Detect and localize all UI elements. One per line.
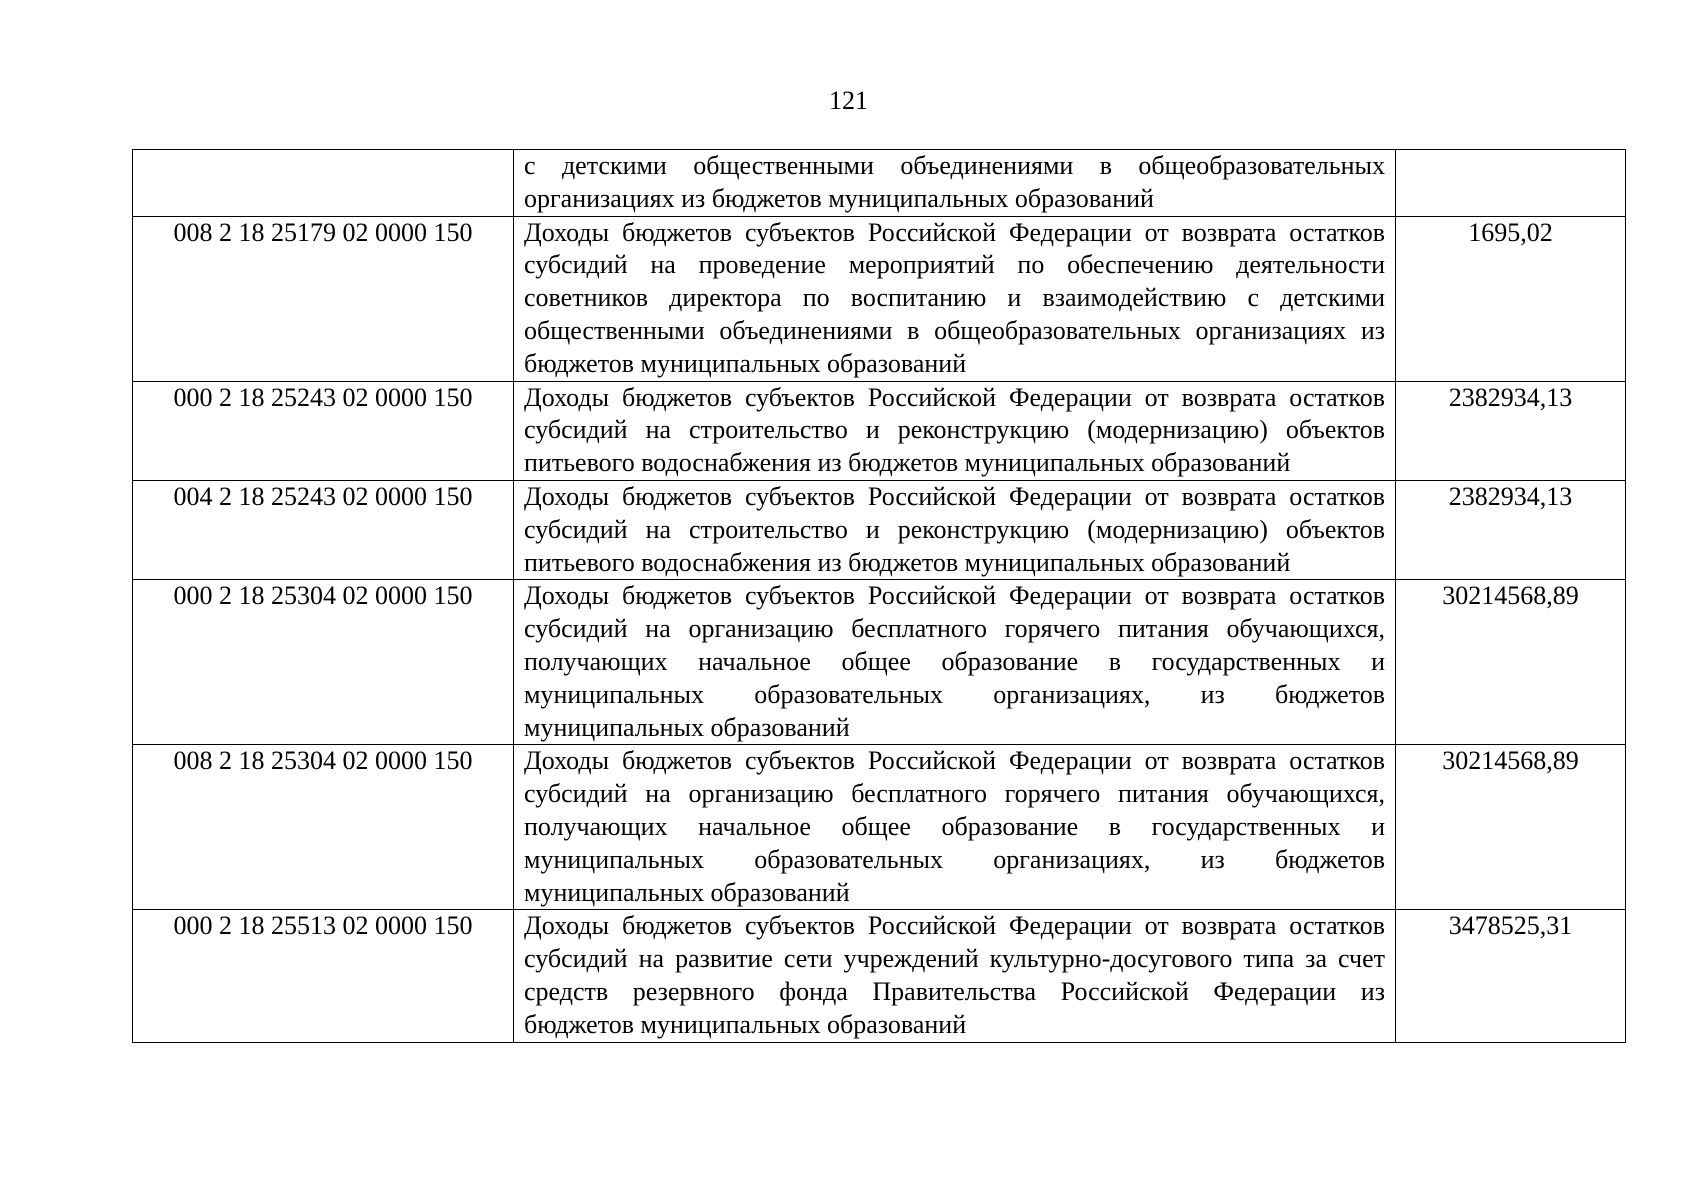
budget-code-cell: 000 2 18 25513 02 0000 150 xyxy=(133,910,514,1042)
table-row xyxy=(133,480,1626,579)
table-row xyxy=(133,381,1626,480)
amount-cell xyxy=(1396,150,1626,217)
table-row xyxy=(133,745,1626,910)
table-row xyxy=(133,910,1626,1042)
budget-code-cell xyxy=(133,150,514,217)
table-row xyxy=(133,150,1626,217)
description-cell: Доходы бюджетов субъектов Российской Федерации от возврата остатков субсидий на строительство и реконструкцию (модернизацию) объектов питьевого водоснабжения из бюджетов муниципальных образований xyxy=(514,480,1396,579)
description-cell: с детскими общественными объединениями в общеобразовательных организациях из бюджетов муниципальных образований xyxy=(514,150,1396,217)
amount-cell: 30214568,89 xyxy=(1396,580,1626,745)
table-row xyxy=(133,580,1626,745)
description-cell: Доходы бюджетов субъектов Российской Федерации от возврата остатков субсидий на организацию бесплатного горячего питания обучающихся, получающих начальное общее образование в государственных и муниципальных образовательных организациях, из бюджетов муниципальных образований xyxy=(514,745,1396,910)
amount-cell: 30214568,89 xyxy=(1396,745,1626,910)
budget-code-cell: 008 2 18 25179 02 0000 150 xyxy=(133,216,514,381)
description-cell: Доходы бюджетов субъектов Российской Федерации от возврата остатков субсидий на строительство и реконструкцию (модернизацию) объектов питьевого водоснабжения из бюджетов муниципальных образований xyxy=(514,381,1396,480)
amount-cell: 2382934,13 xyxy=(1396,480,1626,579)
budget-code-cell: 000 2 18 25243 02 0000 150 xyxy=(133,381,514,480)
budget-code-cell: 004 2 18 25243 02 0000 150 xyxy=(133,480,514,579)
page-number: 121 xyxy=(829,86,868,115)
budget-code-cell: 000 2 18 25304 02 0000 150 xyxy=(133,580,514,745)
amount-cell: 3478525,31 xyxy=(1396,910,1626,1042)
table-row xyxy=(133,216,1626,381)
budget-code-cell: 008 2 18 25304 02 0000 150 xyxy=(133,745,514,910)
description-cell: Доходы бюджетов субъектов Российской Федерации от возврата остатков субсидий на организацию бесплатного горячего питания обучающихся, получающих начальное общее образование в государственных и муниципальных образовательных организациях, из бюджетов муниципальных образований xyxy=(514,580,1396,745)
amount-cell: 1695,02 xyxy=(1396,216,1626,381)
description-cell: Доходы бюджетов субъектов Российской Федерации от возврата остатков субсидий на проведение мероприятий по обеспечению деятельности советников директора по воспитанию и взаимодействию с детскими общественными объединениями в общеобразовательных организациях из бюджетов муниципальных образований xyxy=(514,216,1396,381)
description-cell: Доходы бюджетов субъектов Российской Федерации от возврата остатков субсидий на развитие сети учреждений культурно-досугового типа за счет средств резервного фонда Правительства Российской Федерации из бюджетов муниципальных образований xyxy=(514,910,1396,1042)
amount-cell: 2382934,13 xyxy=(1396,381,1626,480)
revenue-table xyxy=(132,149,1626,1043)
